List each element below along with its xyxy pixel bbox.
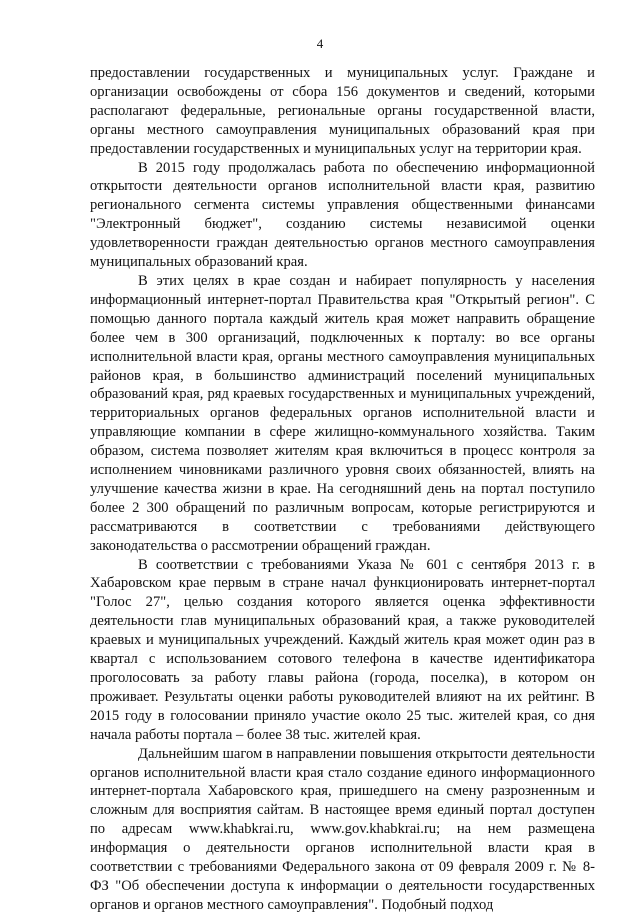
document-body xyxy=(90,64,595,915)
page-number: 4 xyxy=(316,36,324,51)
paragraph-3: В этих целях в крае создан и набирает популярность у населения информационный интернет-портал Правительства края "Открытый регион". С помощью данного портала каждый житель края может направить обращение более чем в 300 организаций, подключенных к порталу: во все органы исполнительной власти края, органы местного самоуправления муниципальных районов края, в большинство администраций поселений муниципальных образований края, ряд краевых государственных и муниципальных учреждений, территориальных органов федеральных органов исполнительной власти и управляющие компании в сфере жилищно-коммунального хозяйства. Таким образом, система позволяет жителям края включиться в процесс контроля за исполнением чиновниками различного уровня своих обязанностей, влиять на улучшение качества жизни в крае. На сегодняшний день на портал поступило более 2 300 обращений по различным вопросам, которые регистрируются и рассматриваются в соответствии с требованиями действующего законодательства о рассмотрении обращений граждан. xyxy=(90,272,595,554)
paragraph-2: В 2015 году продолжалась работа по обеспечению информационной открытости деятельности органов исполнительной власти края, развитию регионального сегмента системы управления общественными финансами "Электронный бюджет", созданию системы независимой оценки удовлетворенности граждан деятельностью органов местного самоуправления муниципальных образований края. xyxy=(90,159,595,271)
paragraph-5: Дальнейшим шагом в направлении повышения открытости деятельности органов исполнительной власти края стало создание единого информационного интернет-портала Хабаровского края, пришедшего на смену разрозненным и сложным для восприятия сайтам. В настоящее время единый портал доступен по адресам www.khabkrai.ru, www.gov.khabkrai.ru; на нем размещена информация о деятельности органов исполнительной власти края в соответствии с требованиями Федерального закона от 09 февраля 2009 г. № 8-ФЗ "Об обеспечении доступа к информации о деятельности государственных органов и органов местного самоуправления". Подобный подход xyxy=(90,745,595,913)
paragraph-4: В соответствии с требованиями Указа № 601 с сентября 2013 г. в Хабаровском крае первым в стране начал функционировать интернет-портал "Голос 27", целью создания которого является оценка эффективности деятельности глав муниципальных образований края, а также руководителей краевых и муниципальных учреждений. Каждый житель края может один раз в квартал с использованием сотового телефона в качестве идентификатора проголосовать за работу главы района (города, поселка), в котором он проживает. Результаты оценки работы руководителей влияют на их рейтинг. В 2015 году в голосовании приняло участие около 25 тыс. жителей края, со дня начала работы портала – более 38 тыс. жителей края. xyxy=(90,556,595,743)
paragraph-1: предоставлении государственных и муниципальных услуг. Граждане и организации освобождены от сбора 156 документов и сведений, которыми располагают федеральные, региональные органы государственной власти, органы местного самоуправления муниципальных образований края при предоставлении государственных и муниципальных услуг на территории края. xyxy=(90,65,595,157)
